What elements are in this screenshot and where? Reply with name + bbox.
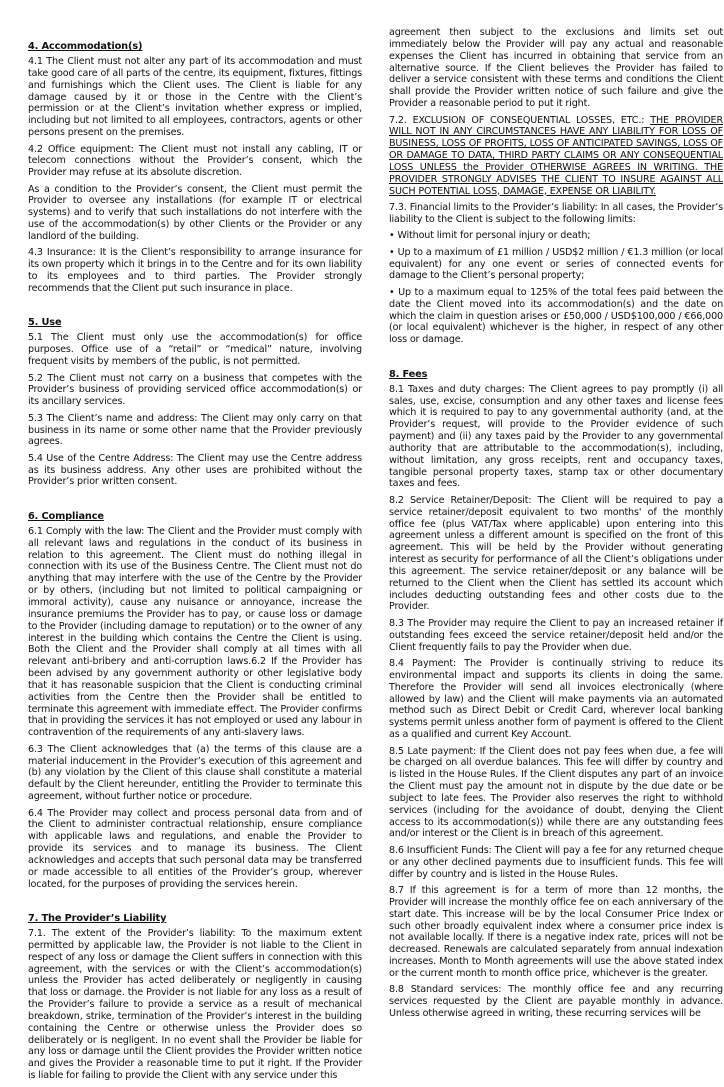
left-column <box>28 41 362 1087</box>
clause-8-8: 8.8 Standard services: The monthly office fee and any recurring services requested by the Client are payable monthly in advance. Unless otherwise agreed in writing, these recurring services will be <box>389 984 723 1019</box>
section-heading-fees: 8. Fees <box>389 368 428 380</box>
clause-8-4: 8.4 Payment: The Provider is continually striving to reduce its environmental impact and supports its clients in doing the same. Therefore the Provider will send all invoices electronically (where allowed by law) and the Client will make payments via an automated method such as Direct Debit or Credit Card, wherever local banking systems permit unless another form of payment is offered to the Client as a qualified and current Key Account. <box>389 658 723 741</box>
clause-8-1: 8.1 Taxes and duty charges: The Client agrees to pay promptly (i) all sales, use, excise, consumption and any other taxes and license fees which it is required to pay to any governmental authority (and, at the Provider’s request, will provide to the Provider evidence of such payment) and (ii) any taxes paid by the Provider to any governmental authority that are attributable to the accommodation(s), including, without limitation, any gross receipts, rent and occupancy taxes, tangible personal property taxes, stamp tax or other documentary taxes and fees. <box>389 383 723 490</box>
section-spacer <box>28 895 362 913</box>
clause-7-1: 7.1. The extent of the Provider’s liability: To the maximum extent permitted by applicable law, the Provider is not liable to the Client in respect of any loss or damage the Client suffers in connection with this agreement, with the services or with the Client’s accommodation(s) unless the Provider has acted deliberately or negligently in causing that loss or damage. the Provider is not liable for any loss as a result of the Provider’s failure to provide a service as a result of mechanical breakdown, strike, termination of the Provider’s interest in the building containing the Centre or otherwise unless the Provider does so deliberately or is negligent. In no event shall the Provider be liable for any loss or damage until the Client provides the Provider written notice and gives the Provider a reasonable time to put it right. If the Provider is liable for failing to provide the Client with any service under this <box>28 928 362 1082</box>
clause-7-2-exclusion-text: THE PROVIDER WILL NOT IN ANY CIRCUMSTANCES HAVE ANY LIABILITY FOR LOSS OF BUSINESS, LOSS OF PROFITS, LOSS OF ANTICIPATED SAVINGS, LOSS OF OR DAMAGE TO DATA, THIRD PARTY CLAIMS OR ANY CONSEQUENTIAL LOSS UNLESS the Provider OTHERWISE AGREES IN WRITING. THE PROVIDER STRONGLY ADVISES THE CLIENT TO INSURE AGAINST ALL SUCH POTENTIAL LOSS, DAMAGE, EXPENSE OR LIABILITY. <box>389 114 723 197</box>
clause-8-7: 8.7 If this agreement is for a term of more than 12 months, the Provider will increase the monthly office fee on each anniversary of the start date. This increase will be by the local Consumer Price Index or such other broadly equivalent index where a consumer price index is not available locally. If there is a negative index rate, prices will not be decreased. Renewals are calculated separately from annual indexation increases. Month to Month agreements will use the above stated index or the current month to month office price, whichever is the greater. <box>389 884 723 979</box>
section-use <box>28 317 362 488</box>
clause-4-2-condition: As a condition to the Provider’s consent, the Client must permit the Provider to oversee any installations (for example IT or electrical systems) and to verify that such installations do not interfere with the use of the accommodation(s) by other Clients or the Provider or any landlord of the building. <box>28 183 362 242</box>
clause-6-4: 6.4 The Provider may collect and process personal data from and of the Client to administer contractual relationship, ensure compliance with applicable laws and regulations, and enable the Provider to provide its services and to manage its business. The Client acknowledges and accepts that such personal data may be transferred or made accessible to all entities of the Provider’s group, wherever located, for the purposes of providing the services herein. <box>28 807 362 890</box>
clause-8-5: 8.5 Late payment: If the Client does not pay fees when due, a fee will be charged on all overdue balances. This fee will differ by country and is listed in the House Rules. If the Client disputes any part of an invoice the Client must pay the amount not in dispute by the due date or be subject to late fees. The Provider also reserves the right to withhold services (including for the avoidance of doubt, denying the Client access to its accommodation(s)) while there are any outstanding fees and/or interest or the Client is in breach of this agreement. <box>389 745 723 840</box>
section-compliance <box>28 511 362 891</box>
liability-limit-bullet: • Up to a maximum equal to 125% of the total fees paid between the date the Client moved into its accommodation(s) and the date on which the claim in question arises or £50,000 / USD$100,000 / €66,000 (or local equivalent) whichever is the higher, in respect of any other loss or damage. <box>389 286 723 346</box>
liability-limit-bullet: • Without limit for personal injury or death; <box>389 230 591 242</box>
clause-7-2-label: 7.2. EXCLUSION OF CONSEQUENTIAL LOSSES, ETC.: <box>389 114 651 126</box>
section-liability <box>28 913 362 1082</box>
section-heading-use: 5. Use <box>28 317 62 329</box>
section-spacer <box>389 351 723 369</box>
clause-7-1-continued: agreement then subject to the exclusions and limits set out immediately below the Provider will pay any actual and reasonable expenses the Client has incurred in obtaining that service from an alternative source. If the Client believes the Provider has failed to deliver a service consistent with these terms and conditions the Client shall provide the Provider written notice of such failure and give the Provider a reasonable period to put it right. <box>389 27 723 110</box>
clause-4-1: 4.1 The Client must not alter any part of its accommodation and must take good care of all parts of the centre, its equipment, fixtures, fittings and furnishings which the Client uses. The Client is liable for any damage caused by it or those in the Centre with the Client’s permission or at the Client’s invitation whether express or implied, including but not limited to all employees, contractors, agents or other persons present on the premises. <box>28 56 362 139</box>
section-heading-accommodation: 4. Accommodation(s) <box>28 41 143 52</box>
section-heading-liability: 7. The Provider’s Liability <box>28 913 167 924</box>
clause-8-6: 8.6 Insufficient Funds: The Client will pay a fee for any returned cheque or any other declined payments due to insufficient funds. This fee will differ by country and is listed in the House Rules. <box>389 844 723 880</box>
clause-5-4: 5.4 Use of the Centre Address: The Client may use the Centre address as its business address. Any other uses are prohibited without the Provider’s prior written consent. <box>28 452 362 488</box>
section-spacer <box>28 299 362 317</box>
clause-4-3: 4.3 Insurance: It is the Client’s responsibility to arrange insurance for its own property which it brings in to the Centre and for its own liability to its employees and to third parties. The Provider strongly recommends that the Client put such insurance in place. <box>28 247 362 294</box>
clause-8-3: 8.3 The Provider may require the Client to pay an increased retainer if outstanding fees exceed the service retainer/deposit held and/or the Client frequently fails to pay the Provider when due. <box>389 617 723 653</box>
clause-5-2: 5.2 The Client must not carry on a business that competes with the Provider’s business of providing serviced office accommodation(s) or its ancillary services. <box>28 372 362 408</box>
clause-5-3: 5.3 The Client’s name and address: The Client may only carry on that business in its name or some other name that the Provider previously agrees. <box>28 412 362 448</box>
section-spacer <box>28 493 362 511</box>
clause-8-2: 8.2 Service Retainer/Deposit: The Client will be required to pay a service retainer/deposit equivalent to two months' of the monthly office fee (plus VAT/Tax where applicable) upon entering into this agreement unless a different amount is specified on the front of this agreement. This will be held by the Provider without generating interest as security for performance of all the Client’s obligations under this agreement. The service retainer/deposit or any balance will be returned to the Client when the Client has settled its account which includes deducting outstanding fees and other costs due to the Provider. <box>389 494 723 613</box>
clause-5-1: 5.1 The Client must only use the accommodation(s) for office purposes. Office use of a “retail” or “medical” nature, involving frequent visits by members of the public, is not permitted. <box>28 332 362 368</box>
clause-6-3: 6.3 The Client acknowledges that (a) the terms of this clause are a material inducement in the Provider’s execution of this agreement and (b) any violation by the Client of this clause shall constitute a material default by the Client hereunder, entitling the Provider to terminate this agreement, without further notice or procedure. <box>28 743 362 803</box>
clause-7-3: 7.3. Financial limits to the Provider’s liability: In all cases, the Provider’s liability to the Client is subject to the following limits: <box>389 202 723 225</box>
right-column <box>389 27 723 1024</box>
section-accommodation <box>28 41 362 295</box>
clause-7-2 <box>389 115 723 198</box>
section-fees <box>389 369 723 1020</box>
section-liability-continued <box>389 27 723 346</box>
liability-limit-bullet: • Up to a maximum of £1 million / USD$2 million / €1.3 million (or local equivalent) for any one event or series of connected events for damage to the Client’s personal property; <box>389 246 723 282</box>
section-heading-compliance: 6. Compliance <box>28 510 104 522</box>
clause-6-1: 6.1 Comply with the law: The Client and the Provider must comply with all relevant laws and regulations in the conduct of its business in relation to this agreement. The Client must do nothing illegal in connection with its use of the Business Centre. The Client must not do anything that may interfere with the use of the Centre by the Provider or by others, (including but not limited to political campaigning or immoral activity), cause any nuisance or annoyance, increase the insurance premiums the Provider has to pay, or cause loss or damage to the Provider (including damage to reputation) or to the owner of any interest in the building which contains the Centre the Client is using. Both the Client and the Provider shall comply at all times with all relevant anti-bribery and anti-corruption laws.6.2 If the Provider has been advised by any government authority or other legislative body that it has reasonable suspicion that the Client is conducting criminal activities from the Centre then the Provider shall be entitled to terminate this agreement with immediate effect. The Provider confirms that in providing the services it has not employed or used any labour in contravention of the requirements of any anti-slavery laws. <box>28 525 362 739</box>
clause-4-2: 4.2 Office equipment: The Client must not install any cabling, IT or telecom connections without the Provider’s consent, which the Provider may refuse at its absolute discretion. <box>28 143 362 179</box>
